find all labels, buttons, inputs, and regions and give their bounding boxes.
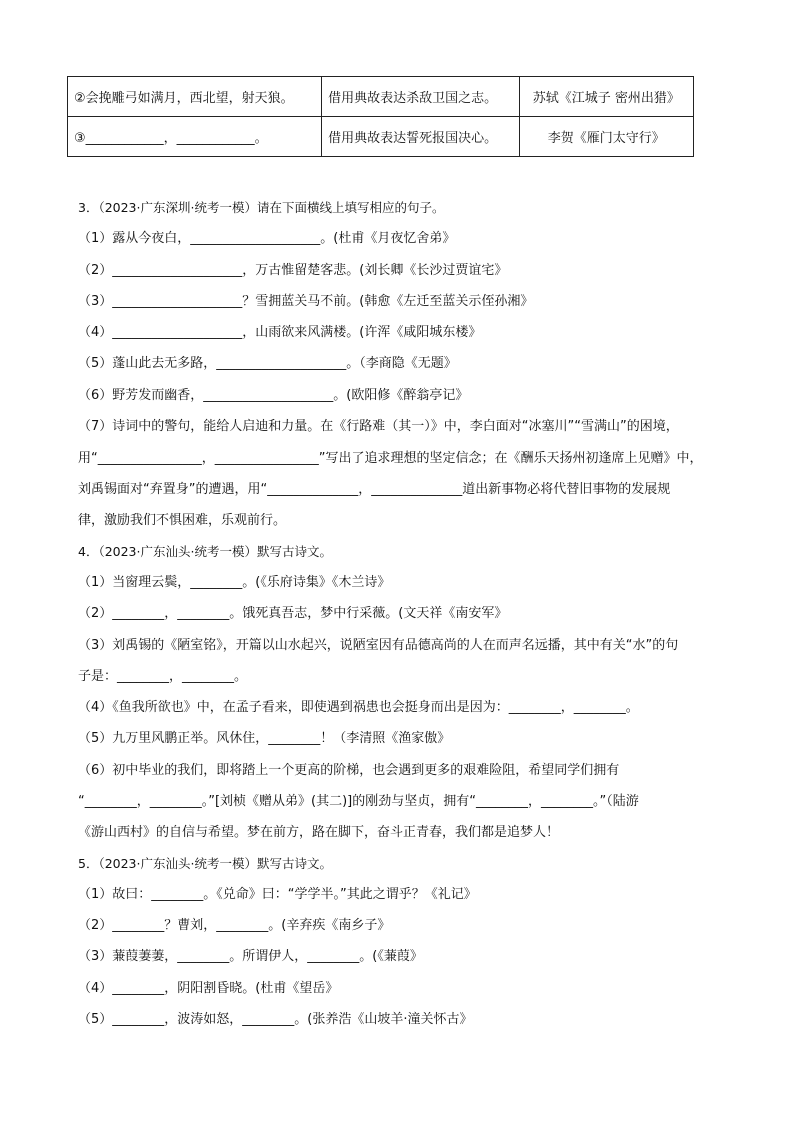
question-5-heading: 5．（2023·广东汕头·统考一模）默写古诗文。 [78, 856, 332, 871]
text-line: （3）刘禹锡的《陋室铭》，开篇以山水起兴，说陋室因有品德高尚的人在而声名远播，其中有关“水”的句 [78, 638, 679, 653]
text-line: （5）________，波涛如怒，________。(张养浩《山坡羊·潼关怀古》 [78, 1012, 473, 1027]
text-line: （1）当窗理云鬓，________。(《乐府诗集》《木兰诗》 [78, 575, 391, 590]
table-row [68, 77, 694, 117]
text-line: （1）露从今夜白，____________________。(杜甫《月夜忆舍弟》 [78, 231, 456, 246]
text-line: （5）蓬山此去无多路，____________________。（李商隐《无题》 [78, 356, 457, 371]
question-4-heading: 4．（2023·广东汕头·统考一模）默写古诗文。 [78, 544, 332, 559]
text-line: （4）________，阴阳割昏晓。(杜甫《望岳》 [78, 981, 339, 996]
text-line: 律，激励我们不惧困难，乐观前行。 [78, 513, 287, 528]
text-line: 《游山西村》的自信与希望。梦在前方，路在脚下，奋斗正青春，我们都是追梦人！ [78, 825, 560, 840]
table-row [68, 117, 694, 157]
table-cell: ②会挽雕弓如满月，西北望，射天狼。 [68, 77, 322, 117]
text-line: （3）蒹葭萋萋，________。所谓伊人，________。(《蒹葭》 [78, 949, 423, 964]
question-3-heading: 3．（2023·广东深圳·统考一模）请在下面横线上填写相应的句子。 [78, 200, 445, 215]
text-line: （2）________？曹刘，________。(辛弃疾《南乡子》 [78, 918, 391, 933]
text-line: （5）九万里风鹏正举。风休住，________！（李清照《渔家傲》 [78, 731, 451, 746]
text-line: “________，________。”[刘桢《赠从弟》(其二)]的刚劲与坚贞，拥有“________，________。”（陆游 [78, 794, 639, 809]
text-line: 刘禹锡面对“弃置身”的遭遇，用“______________，______________道出新事物必将代替旧事物的发展规 [78, 482, 671, 497]
poetry-table [67, 76, 694, 157]
table-cell: 李贺《雁门太守行》 [519, 117, 693, 157]
text-line: （3）____________________？雪拥蓝关马不前。(韩愈《左迁至蓝关示侄孙湘》 [78, 294, 534, 309]
text-line: （6）初中毕业的我们，即将踏上一个更高的阶梯，也会遇到更多的艰难险阻，希望同学们拥有 [78, 763, 620, 778]
text-line: （6）野芳发而幽香，____________________。(欧阳修《醉翁亭记》 [78, 388, 469, 403]
table-cell: 借用典故表达誓死报国决心。 [322, 117, 519, 157]
table-cell: 苏轼《江城子 密州出猎》 [519, 77, 693, 117]
text-line: （4）____________________，山雨欲来风满楼。(许浑《咸阳城东楼》 [78, 325, 482, 340]
text-line: （2）____________________，万古惟留楚客悲。(刘长卿《长沙过贾谊宅》 [78, 263, 508, 278]
text-line: （4）《鱼我所欲也》中，在孟子看来，即使遇到祸患也会挺身而出是因为：________，________。 [78, 700, 639, 715]
table-cell: 借用典故表达杀敌卫国之志。 [322, 77, 519, 117]
text-line: 子是：________，________。 [78, 669, 248, 684]
text-line: （7）诗词中的警句，能给人启迪和力量。在《行路难（其一）》中，李白面对“冰塞川”“雪满山”的困境， [78, 419, 679, 434]
text-line: 用“________________，________________”写出了追求理想的坚定信念；在《酬乐天扬州初逢席上见赠》中， [78, 451, 703, 466]
text-line: （2）________，________。饿死真吾志，梦中行采薇。(文天祥《南安军》 [78, 606, 508, 621]
text-line: （1）故曰：________。《兑命》曰：“学学半。”其此之谓乎？《礼记》 [78, 887, 477, 902]
table-cell: ③____________，____________。 [68, 117, 322, 157]
